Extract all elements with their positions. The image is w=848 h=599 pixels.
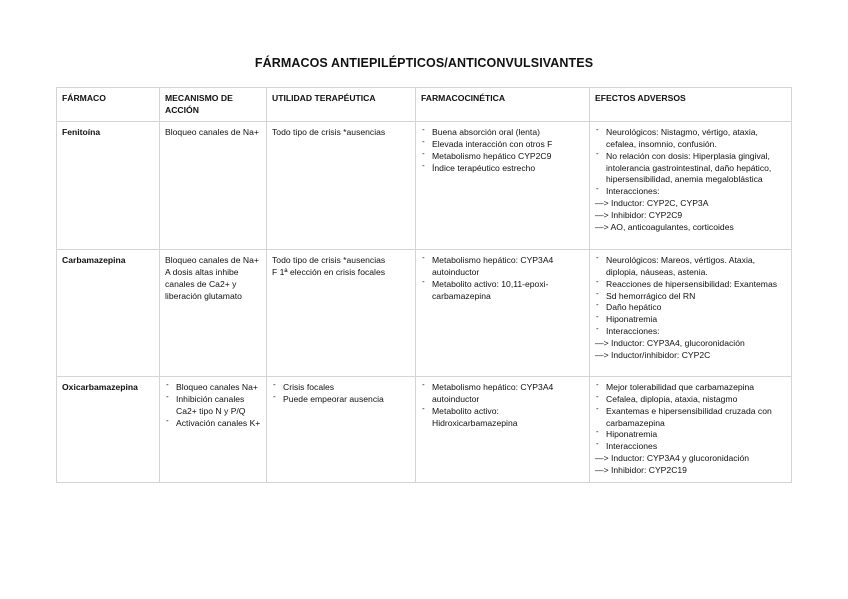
list-item: - Metabolismo hepático: CYP3A4 autoinductor (421, 255, 585, 279)
list-item: A dosis altas inhibe canales de Ca2+ y liberación glutamato (165, 266, 242, 301)
mechanism-cell (160, 249, 267, 376)
header-farmacocinetica: FARMACOCINÉTICA (416, 88, 590, 122)
drug-name: Carbamazepina (57, 249, 160, 376)
pharmacokinetics-cell (416, 121, 590, 249)
list-item: - Neurológicos: Nistagmo, vértigo, ataxia, cefalea, insomnio, confusión. (595, 127, 787, 151)
header-mecanismo: MECANISMO DE ACCIÓN (160, 88, 267, 122)
drug-table (56, 87, 792, 483)
utility-cell (267, 121, 416, 249)
adverse-effects-cell (590, 249, 792, 376)
list-item: - Metabolito activo: Hidroxicarbamazepina (421, 406, 585, 430)
list-item: F 1ª elección en crisis focales (272, 266, 386, 277)
list-item: - Metabolismo hepático CYP2C9 (421, 151, 585, 163)
list-item: —> AO, anticoagulantes, corticoides (595, 222, 734, 233)
table-row-oxicarbamazepina (57, 376, 792, 482)
list-item: Bloqueo canales de Na+ (165, 254, 259, 265)
header-farmaco: FÁRMACO (57, 88, 160, 122)
utility-cell (267, 249, 416, 376)
list-item: - Neurológicos: Mareos, vértigos. Ataxia, diplopia, náuseas, astenia. (595, 255, 787, 279)
list-item: - Daño hepático (595, 302, 787, 314)
drug-name: Fenitoína (57, 121, 160, 249)
list-item: —> Inductor/inhibidor: CYP2C (595, 350, 711, 361)
list-item: - Puede empeorar ausencia (272, 394, 411, 406)
mechanism-cell (160, 376, 267, 482)
list-item: - Sd hemorrágico del RN (595, 291, 787, 303)
list-item: - Interacciones: (595, 326, 787, 338)
list-item: —> Inductor: CYP3A4, glucoronidación (595, 338, 745, 349)
document-title: FÁRMACOS ANTIEPILÉPTICOS/ANTICONVULSIVANTES (254, 56, 594, 70)
list-item: - Metabolismo hepático: CYP3A4 autoinductor (421, 382, 585, 406)
list-item: - Cefalea, diplopia, ataxia, nistagmo (595, 394, 787, 406)
table-row-fenitoina (57, 121, 792, 249)
list-item: - Crisis focales (272, 382, 411, 394)
list-item: - Interacciones: (595, 186, 787, 198)
list-item: - Hiponatremia (595, 314, 787, 326)
header-utilidad: UTILIDAD TERAPÉUTICA (267, 88, 416, 122)
list-item: - Exantemas e hipersensibilidad cruzada con carbamazepina (595, 406, 787, 430)
drug-name: Oxicarbamazepina (57, 376, 160, 482)
list-item: —> Inductor: CYP3A4 y glucoronidación (595, 453, 750, 464)
list-item: - Activación canales K+ (165, 418, 262, 430)
list-item: - No relación con dosis: Hiperplasia gingival, intolerancia gastrointestinal, daño hepático, hipersensibilidad, anemia megaloblástica (595, 151, 787, 187)
pharmacokinetics-cell (416, 249, 590, 376)
list-item: Bloqueo canales de Na+ (165, 126, 259, 137)
pharmacokinetics-cell (416, 376, 590, 482)
list-item: - Inhibición canales Ca2+ tipo N y P/Q (165, 394, 262, 418)
header-efectos: EFECTOS ADVERSOS (590, 88, 792, 122)
list-item: - Buena absorción oral (lenta) (421, 127, 585, 139)
list-item: Todo tipo de crisis *ausencias (272, 126, 386, 137)
list-item: —> Inductor: CYP2C, CYP3A (595, 198, 709, 209)
utility-cell (267, 376, 416, 482)
adverse-effects-cell (590, 121, 792, 249)
list-item: - Metabolito activo: 10,11-epoxi-carbamazepina (421, 279, 585, 303)
list-item: —> Inhibidor: CYP2C19 (595, 465, 687, 476)
table-header-row (57, 88, 792, 122)
list-item: - Reacciones de hipersensibilidad: Exantemas (595, 279, 787, 291)
list-item: - Elevada interacción con otros F (421, 139, 585, 151)
list-item: —> Inhibidor: CYP2C9 (595, 210, 683, 221)
list-item: - Interacciones (595, 441, 787, 453)
list-item: - Hiponatremia (595, 429, 787, 441)
list-item: Todo tipo de crisis *ausencias (272, 254, 386, 265)
list-item: - Bloqueo canales Na+ (165, 382, 262, 394)
list-item: - Índice terapéutico estrecho (421, 163, 585, 175)
adverse-effects-cell (590, 376, 792, 482)
list-item: - Mejor tolerabilidad que carbamazepina (595, 382, 787, 394)
table-row-carbamazepina (57, 249, 792, 376)
mechanism-cell (160, 121, 267, 249)
